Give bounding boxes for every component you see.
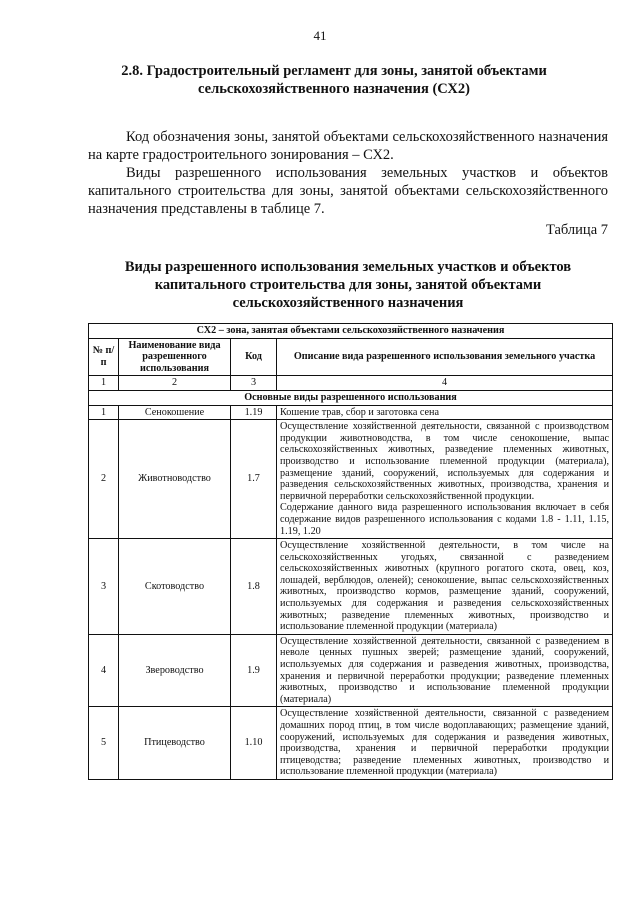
row-name: Звероводство xyxy=(119,634,231,707)
row-desc: Кошение трав, сбор и заготовка сена xyxy=(277,405,613,420)
row-desc: Осуществление хозяйственной деятельности, связанной с разведением в неволе ценных пушных зверей; размещение зданий, сооружений, используемых для содержания и разведения животных, производства, хранения и первичной переработки продукции; разведение племенных животных, производство и использование племенной продукции (материала) xyxy=(277,634,613,707)
col-name-header: Наименование вида разрешенного использования xyxy=(119,338,231,376)
row-num: 5 xyxy=(89,707,119,780)
row-num: 2 xyxy=(89,420,119,539)
row-name: Животноводство xyxy=(119,420,231,539)
column-number-row xyxy=(89,376,613,391)
row-name: Сенокошение xyxy=(119,405,231,420)
row-desc-part: Содержание данного вида разрешенного использования включает в себя содержание видов разрешенного использования с кодами 1.8 - 1.11, 1.15, 1.19, 1.20 xyxy=(280,502,610,537)
row-num: 3 xyxy=(89,539,119,635)
table-row xyxy=(89,707,613,780)
row-desc-part: Осуществление хозяйственной деятельности, связанной с производством продукции животноводства, в том числе сенокошение, выпас сельскохозяйственных животных, разведение племенных животных, производство и использование племенной продукции (материала), размещение зданий, сооружений, используемых для содержания и разведения сельскохозяйственных животных, производства, хранения и первичной переработки сельскохозяйственной продукции. xyxy=(280,421,610,502)
row-name: Скотоводство xyxy=(119,539,231,635)
col-num-header: № п/п xyxy=(89,338,119,376)
row-desc xyxy=(277,420,613,539)
section-title: 2.8. Градостроительный регламент для зоны, занятой объектами сельскохозяйственного назначения (СХ2) xyxy=(121,63,547,97)
row-num: 1 xyxy=(89,405,119,420)
row-num: 4 xyxy=(89,634,119,707)
col-number: 4 xyxy=(277,376,613,391)
col-desc-header: Описание вида разрешенного использования земельного участка xyxy=(277,338,613,376)
col-code-header: Код xyxy=(231,338,277,376)
row-desc: Осуществление хозяйственной деятельности, в том числе на сельскохозяйственных угодьях, связанной с разведением сельскохозяйственных животных (крупного рогатого скота, овец, коз, лошадей, верблюдов, оленей); сенокошение, выпас сельскохозяйственных животных, производство кормов, размещение зданий, сооружений, используемых для содержания и разведения сельскохозяйственных животных; разведение племенных животных, производство и использование племенной продукции (материала) xyxy=(277,539,613,635)
table-label: Таблица 7 xyxy=(545,222,608,238)
row-code: 1.9 xyxy=(231,634,277,707)
page-number: 41 xyxy=(313,28,327,43)
column-header-row xyxy=(89,338,613,376)
row-name: Птицеводство xyxy=(119,707,231,780)
paragraph: Виды разрешенного использования земельных участков и объектов капитального строительства для зоны, занятой объектами сельскохозяйственного назначения представлены в таблице 7. xyxy=(88,165,608,217)
table-row xyxy=(89,634,613,707)
col-number: 3 xyxy=(231,376,277,391)
table-title: Виды разрешенного использования земельных участков и объектов капитального строительства для зоны, занятой объектами сельскохозяйственного назначения xyxy=(124,259,572,311)
paragraph: Код обозначения зоны, занятой объектами сельскохозяйственного назначения на карте градостроительного зонирования – СХ2. xyxy=(88,129,608,163)
body-text xyxy=(88,128,608,218)
row-code: 1.10 xyxy=(231,707,277,780)
table-row xyxy=(89,539,613,635)
row-code: 1.7 xyxy=(231,420,277,539)
col-number: 2 xyxy=(119,376,231,391)
col-number: 1 xyxy=(89,376,119,391)
zone-header: СХ2 – зона, занятая объектами сельскохозяйственного назначения xyxy=(89,324,613,339)
table-row xyxy=(89,420,613,539)
table-row xyxy=(89,405,613,420)
regulation-table xyxy=(88,323,613,780)
row-code: 1.19 xyxy=(231,405,277,420)
row-code: 1.8 xyxy=(231,539,277,635)
section-header: Основные виды разрешенного использования xyxy=(89,390,613,405)
row-desc: Осуществление хозяйственной деятельности, связанной с разведением домашних пород птиц, в том числе водоплавающих; размещение зданий, сооружений, используемых для содержания и разведения животных, производства, хранения и первичной переработки продукции птицеводства; разведение племенных животных, производство и использование племенной продукции (материала) xyxy=(277,707,613,780)
